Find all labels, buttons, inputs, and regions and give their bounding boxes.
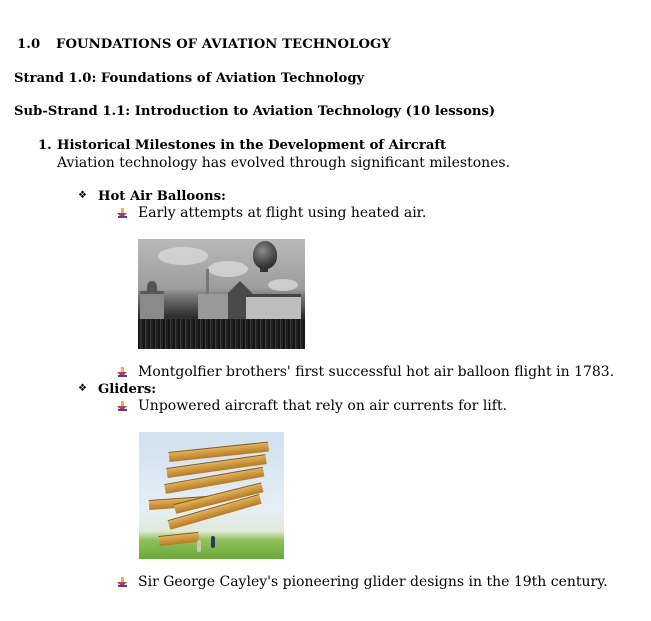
chapter-number: 1.0 xyxy=(17,37,41,52)
glider-image xyxy=(139,432,284,559)
chapter-title: FOUNDATIONS OF AVIATION TECHNOLOGY xyxy=(56,37,391,52)
list-item xyxy=(117,574,608,590)
hot-air-balloon-image xyxy=(138,239,305,349)
sub-strand-heading: Sub-Strand 1.1: Introduction to Aviation Technology (10 lessons) xyxy=(14,104,496,119)
arrow-down-bullet-icon xyxy=(117,401,128,411)
section-heading-hot-air-balloons xyxy=(76,189,226,204)
section-heading-gliders xyxy=(76,382,156,397)
item-number: 1. xyxy=(38,138,52,153)
item-description: Aviation technology has evolved through significant milestones. xyxy=(57,155,511,171)
diamond-bullet-icon: ❖ xyxy=(78,190,87,201)
arrow-down-bullet-icon xyxy=(117,367,128,377)
list-item xyxy=(117,398,507,414)
diamond-bullet-icon: ❖ xyxy=(78,383,87,394)
section-heading-text: Hot Air Balloons: xyxy=(98,189,226,204)
list-item xyxy=(117,364,614,380)
strand-heading: Strand 1.0: Foundations of Aviation Technology xyxy=(14,71,365,86)
list-item-text: Montgolfier brothers' first successful hot air balloon flight in 1783. xyxy=(138,364,615,380)
arrow-down-bullet-icon xyxy=(117,577,128,587)
list-item-text: Sir George Cayley's pioneering glider designs in the 19th century. xyxy=(138,574,608,590)
list-item-text: Early attempts at flight using heated air. xyxy=(138,205,427,221)
chapter-heading xyxy=(17,37,391,52)
item-title xyxy=(38,138,446,153)
balloon-icon xyxy=(253,241,277,269)
item-title-text: Historical Milestones in the Development of Aircraft xyxy=(57,138,447,153)
section-heading-text: Gliders: xyxy=(98,382,157,397)
list-item xyxy=(117,205,426,221)
list-item-text: Unpowered aircraft that rely on air currents for lift. xyxy=(138,398,508,414)
arrow-down-bullet-icon xyxy=(117,208,128,218)
